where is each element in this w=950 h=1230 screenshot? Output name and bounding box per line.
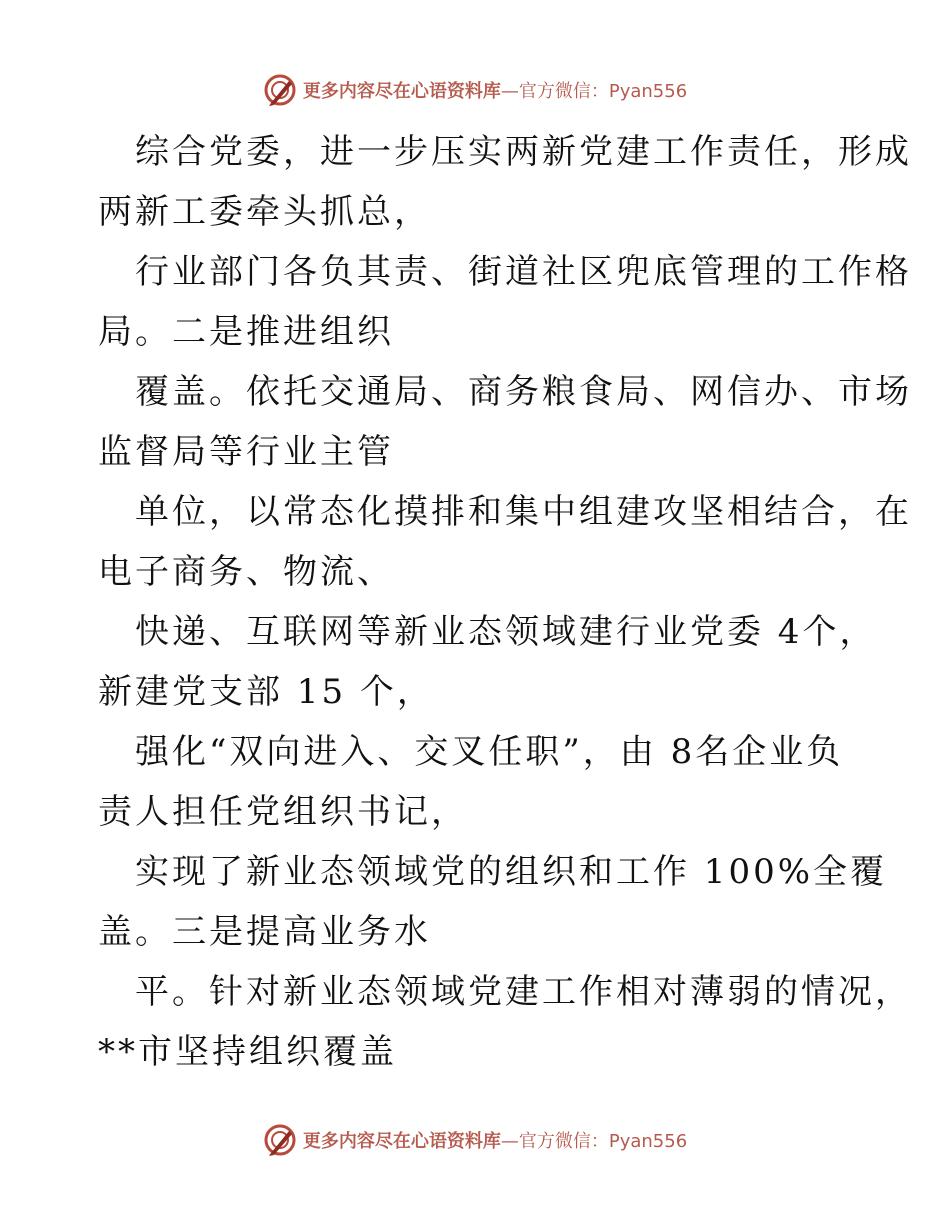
paragraph-line: **市坚持组织覆盖 [98,1032,397,1072]
paragraph [98,242,912,362]
paragraph-line: 局。二是推进组织 [98,312,394,352]
paragraph-line: 实现了新业态领域党的组织和工作 100%全覆 [135,852,888,892]
paragraph [98,722,868,842]
paragraph-line: 平。针对新业态领域党建工作相对薄弱的情况， [135,972,912,1012]
document-body [98,122,912,1082]
paragraph-line: 电子商务、物流、 [98,552,394,592]
paragraph-line: 覆盖。依托交通局、商务粮食局、网信办、市场 [135,372,912,412]
header-watermark [0,70,950,110]
paragraph-line: 监督局等行业主管 [98,432,394,472]
paragraph-line: 责人担任党组织书记， [98,792,468,832]
paragraph-line: 综合党委，进一步压实两新党建工作责任，形成 [135,132,912,172]
watermark-separator: — [500,81,519,102]
watermark-main-text: 更多内容尽在心语资料库 [302,1131,501,1152]
pen-logo-icon [263,73,297,107]
paragraph-line: 强化“双向进入、交叉任职”，由 8名企业负 [135,732,844,772]
watermark-wechat-id: Pyan556 [608,1131,688,1152]
paragraph [98,842,888,962]
paragraph-line: 新建党支部 15 个， [98,672,434,712]
paragraph-line: 盖。三是提高业务水 [98,912,431,952]
paragraph-line: 快递、互联网等新业态领域建行业党委 4个， [135,612,877,652]
footer-watermark [0,1120,950,1160]
paragraph-line: 两新工委牵头抓总， [98,192,431,232]
watermark-main-text: 更多内容尽在心语资料库 [302,81,501,102]
paragraph [98,962,912,1082]
paragraph-line: 行业部门各负其责、街道社区兜底管理的工作格 [135,252,912,292]
paragraph [98,362,912,482]
watermark-separator: — [500,1131,519,1152]
paragraph-line: 单位，以常态化摸排和集中组建攻坚相结合，在 [135,492,912,532]
paragraph [98,482,912,602]
watermark-wechat-label: 官方微信： [518,81,609,102]
pen-logo-icon [263,1123,297,1157]
paragraph [98,602,877,722]
watermark-wechat-label: 官方微信： [518,1131,609,1152]
paragraph [98,122,912,242]
watermark-wechat-id: Pyan556 [608,81,688,102]
